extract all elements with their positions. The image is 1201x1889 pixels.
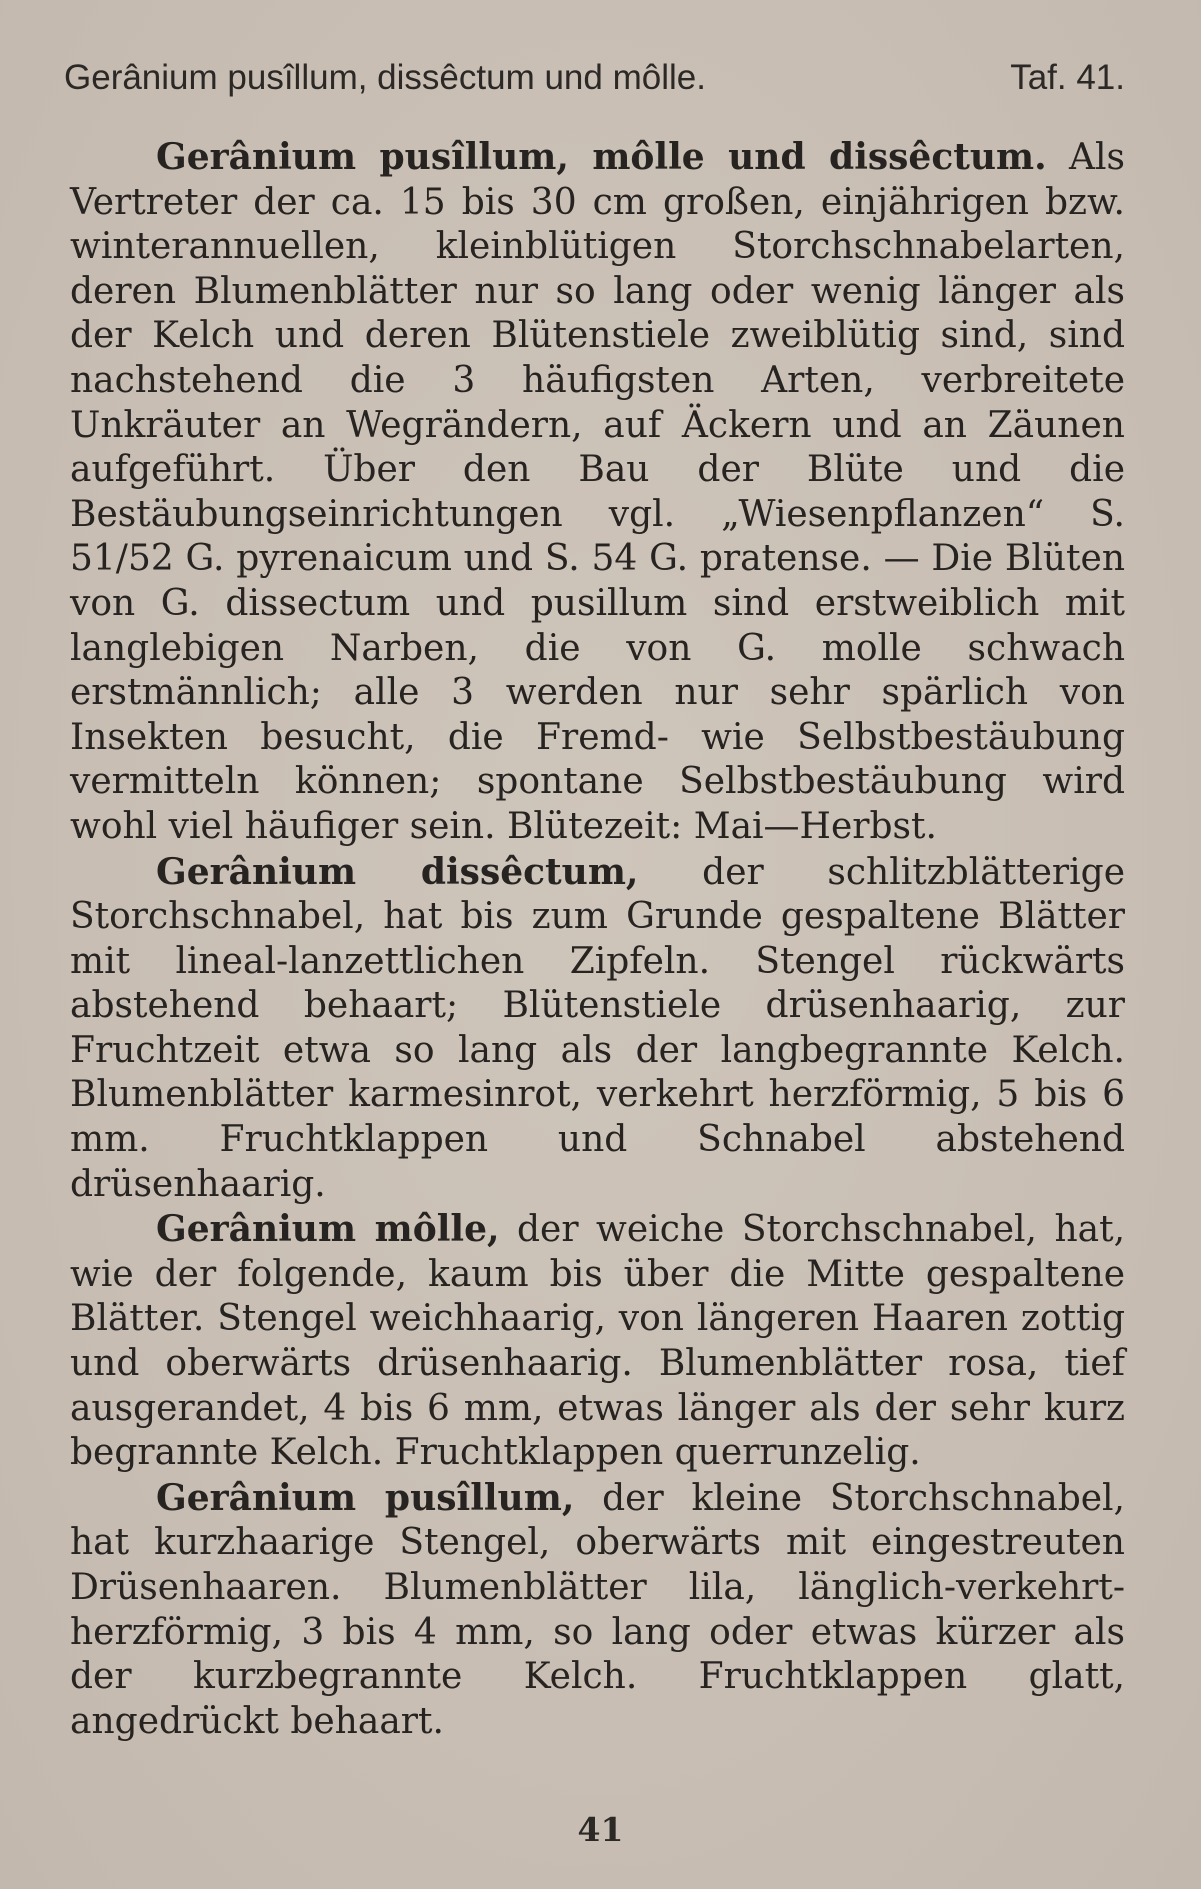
paragraph-dissectum: [70, 850, 1125, 1208]
paragraph-heading: Gerânium môlle,: [156, 1208, 500, 1251]
paragraph-text: Als Vertreter der ca. 15 bis 30 cm großen, einjährigen bzw. winterannuellen, kleinblütigen Storchschnabelarten, deren Blumenblätter nur so lang oder wenig länger als der Kelch und deren Blütenstiele zweiblütig sind, sind nachstehend die 3 häufigsten Arten, verbreitete Unkräuter an Wegrändern, auf Äckern und an Zäunen aufgeführt. Über den Bau der Blüte und die Bestäubungseinrichtungen vgl. „Wiesenpflanzen“ S. 51/52 G. pyrenaicum und S. 54 G. pratense. — Die Blüten von G. dissectum und pusillum sind erstweiblich mit langlebigen Narben, die von G. molle schwach erstmännlich; alle 3 werden nur sehr spärlich von Insekten besucht, die Fremd- wie Selbstbestäubung vermitteln können; spontane Selbstbestäubung wird wohl viel häufiger sein. Blütezeit: Mai—Herbst.: [70, 137, 1125, 847]
paragraph-intro: [70, 135, 1125, 850]
body-text: [70, 135, 1125, 1744]
paragraph-heading: Gerânium pusîllum, môlle und dissêctum.: [156, 136, 1047, 178]
paragraph-heading: Gerânium dissêctum,: [156, 850, 639, 893]
running-head: [64, 58, 1125, 104]
paragraph-text: der weiche Storchschnabel, hat, wie der folgende, kaum bis über die Mitte gespaltene Blätter. Stengel weichhaarig, von längeren Haaren zottig und oberwärts drüsenhaarig. Blumenblätter rosa, tief ausgerandet, 4 bis 6 mm, etwas länger als der sehr kurz begrannte Kelch. Fruchtklappen querrunzelig.: [70, 1209, 1126, 1474]
page-number: 41: [577, 1810, 624, 1849]
paragraph-text: der kleine Storchschnabel, hat kurzhaarige Stengel, oberwärts mit eingestreuten Drüsenhaaren. Blumenblätter lila, länglich-verkehrt-herzförmig, 3 bis 4 mm, so lang oder etwas kürzer als der kurzbegrannte Kelch. Fruchtklappen glatt, angedrückt behaart.: [70, 1477, 1125, 1742]
paragraph-text: der schlitzblätterige Storchschnabel, hat bis zum Grunde gespaltene Blätter mit lineal-lanzettlichen Zipfeln. Stengel rückwärts abstehend behaart; Blütenstiele drüsenhaarig, zur Fruchtzeit etwa so lang als der langbegrannte Kelch. Blumenblätter karmesinrot, verkehrt herzförmig, 5 bis 6 mm. Fruchtklappen und Schnabel abstehend drüsenhaarig.: [70, 851, 1125, 1205]
plate-number: Taf. 41.: [1010, 58, 1125, 97]
paragraph-molle: [70, 1207, 1125, 1476]
running-head-title: Gerânium pusîllum, dissêctum und môlle.: [64, 58, 706, 97]
paragraph-heading: Gerânium pusîllum,: [156, 1476, 575, 1519]
paragraph-pusillum: [70, 1476, 1125, 1745]
